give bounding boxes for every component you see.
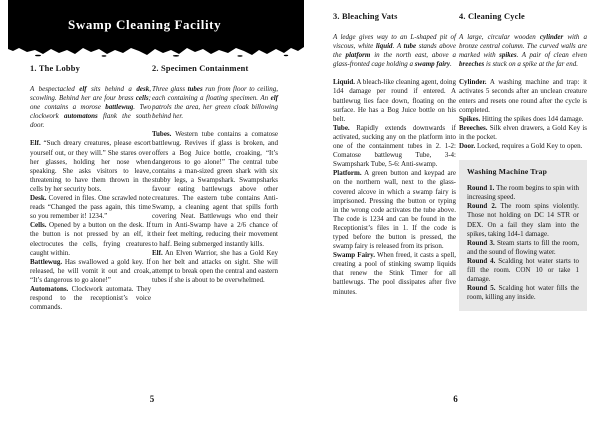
entry-paragraph bbox=[30, 221, 151, 257]
trap-round-paragraph bbox=[467, 239, 579, 257]
text-segment: Clockwork automata. They respond to the receptionist’s voice commands. bbox=[30, 284, 151, 312]
text-segment: Tubes. bbox=[152, 130, 172, 139]
entry-paragraph bbox=[30, 285, 151, 312]
text-segment: Western tube contains a comatose battlewug. Revives if glass is broken, and offers a Bog Juice bottle, croaking, “It’s dangerous to go alone!” The central tube contains a man-sized green shark with six stubby legs, a Swampshark. Swampsharks favour eating battlewugs above other creatures. The eastern tube contains Anti-Swamp, a cleaning agent that spills forth covering Neat. Battlewugs who end their turn in Anti-Swamp have a 2/6 chance of their feet melting, reducing their movement to half. Being submerged instantly kills. bbox=[152, 130, 278, 248]
read-aloud-paragraph bbox=[152, 85, 278, 121]
entry-paragraph bbox=[152, 249, 278, 285]
entry-paragraph bbox=[333, 169, 456, 251]
text-segment: A washing machine and trap: it activates 5 seconds after an unclean creature enters and resets one round after the cycle is completed. bbox=[459, 78, 587, 114]
text-segment: Locked, requires a Gold Key to open. bbox=[475, 142, 583, 151]
trap-box-title: Washing Machine Trap bbox=[467, 167, 548, 177]
torn-edge-decoration bbox=[8, 45, 304, 57]
column-bleaching-vats bbox=[333, 12, 456, 297]
text-segment: is stuck on a spike at the far end. bbox=[484, 60, 578, 69]
text-segment: Silk elven drawers, a Gold Key is in the pocket. bbox=[459, 123, 587, 141]
text-segment: . A bbox=[392, 42, 404, 51]
text-segment: tube bbox=[403, 42, 417, 51]
text-segment: Rapidly extends downwards if activated, sucking any on the platform into one of the containment tubes in 2. 1-2: Comatose battlewug Tube, 3-4: Swampshark Tube, 5-6: Anti-swamp. bbox=[333, 123, 456, 169]
text-segment: battlewug bbox=[105, 103, 134, 112]
text-segment: platform bbox=[345, 51, 371, 60]
text-segment: Three glass bbox=[152, 85, 188, 93]
text-segment: . A pair of clean elven bbox=[516, 51, 587, 60]
text-segment: Breeches. bbox=[459, 123, 488, 132]
text-segment: A ledge gives way to an L-shaped pit of viscous, white bbox=[333, 33, 456, 51]
entry-paragraph bbox=[333, 78, 456, 123]
entry-paragraph bbox=[459, 115, 587, 124]
trap-sidebar-box bbox=[459, 160, 587, 311]
text-segment: Elf. bbox=[30, 139, 41, 148]
text-segment: flank the south door. bbox=[30, 112, 152, 130]
text-segment: Scalding hot water starts to fill the room. CON 10 or take 1 damage. bbox=[467, 256, 579, 284]
text-segment: Round 4. bbox=[467, 256, 496, 265]
text-segment: . bbox=[450, 60, 452, 69]
entry-paragraph bbox=[333, 124, 456, 169]
text-segment: A bleach-like cleaning agent, doing 1d4 damage per round if entered. A battlewug lies face down, floating on the surface. He has a Bog Juice bottle on his belt. bbox=[333, 78, 456, 123]
text-segment: Desk. bbox=[30, 194, 47, 203]
page-number-left: 5 bbox=[149, 394, 155, 404]
text-segment: A bespectacled bbox=[30, 85, 80, 93]
trap-round-paragraph bbox=[467, 284, 579, 302]
text-segment: in the north east, above a glass-fronted cage holding a bbox=[333, 51, 456, 69]
text-segment: patrols the area, her green cloak billowing behind her. bbox=[152, 103, 278, 121]
entry-paragraph bbox=[30, 194, 151, 221]
read-aloud-paragraph bbox=[30, 85, 151, 130]
entry-paragraph bbox=[30, 139, 151, 194]
entry-paragraph bbox=[333, 251, 456, 296]
text-segment: automatons bbox=[63, 112, 98, 121]
entry-paragraph bbox=[459, 78, 587, 114]
text-segment: Platform. bbox=[333, 169, 362, 178]
trap-round-paragraph bbox=[467, 257, 579, 284]
column-the-lobby bbox=[30, 64, 151, 312]
section-heading: 4. Cleaning Cycle bbox=[459, 12, 525, 21]
text-segment: A green button and keypad are on the northern wall, next to the glass-covered alcove in which a swamp fairy is imprisoned. Pressing the button or typing in the wrong code activates the tube above. The code is 1234 and can be found in the Receptionist’s files in 1. If the code is typed before the button is pressed, the swamp fairy is released from its prison. bbox=[333, 169, 456, 251]
column-cleaning-cycle bbox=[459, 12, 587, 311]
text-segment: . Two clockwork bbox=[30, 103, 151, 121]
text-segment: liquid bbox=[375, 42, 393, 51]
page-number-right: 6 bbox=[453, 394, 458, 404]
text-segment: Automatons. bbox=[30, 284, 69, 293]
column-specimen-containment bbox=[152, 64, 278, 285]
text-segment: When freed, it casts a spell, creating a pool of stinking swamp liquids that renew the Stink Timer for all battlewugs. The pool dissipates after five minutes. bbox=[333, 251, 456, 296]
text-segment: cells bbox=[135, 94, 149, 103]
text-segment: with a bronze central column. The curved walls are marked with bbox=[459, 33, 588, 60]
text-segment: The room spins violently. Those not holding on DC 14 STR or DEX. On a fail they slam into the spikes, taking 1d4-1 damage. bbox=[467, 202, 580, 238]
text-segment: cylinder bbox=[539, 33, 564, 41]
text-segment: Battlewug. bbox=[30, 257, 63, 266]
text-segment: , scowling. Behind her are four brass bbox=[30, 85, 151, 103]
entry-paragraph bbox=[459, 124, 587, 142]
text-segment: An Elven Warrior, she has a Gold Key on her belt and attacks on sight. She will attempt to break open the central and eastern tubes if she is about to be overwhelmed. bbox=[152, 248, 278, 284]
text-segment: Round 5. bbox=[467, 284, 496, 293]
text-segment: A large, circular wooden bbox=[459, 33, 540, 41]
text-segment: Scalding hot water fills the room, killing any inside. bbox=[467, 284, 579, 302]
text-segment: ; one contains a morose bbox=[30, 94, 151, 112]
text-segment: “Such dreary creatures, please escort yourself out, or they will.” She stares over her glasses, holding her nose when speaking. She asks visitors to leave, threatening to have them thrown in the cells by her security bots. bbox=[30, 139, 151, 193]
text-segment: breeches bbox=[459, 60, 485, 69]
entry-paragraph bbox=[30, 258, 151, 285]
section-heading: 2. Specimen Containment bbox=[152, 64, 249, 73]
entry-paragraph bbox=[152, 130, 278, 248]
text-segment: Tube. bbox=[333, 123, 350, 132]
entry-paragraph bbox=[459, 142, 587, 151]
text-segment: Hitting the spikes does 1d4 damage. bbox=[480, 114, 584, 123]
text-segment: elf bbox=[79, 85, 87, 93]
text-segment: Steam starts to fill the room, and the sound of flowing water. bbox=[467, 238, 580, 256]
text-segment: stands above the bbox=[333, 42, 456, 60]
text-segment: swamp fairy bbox=[414, 60, 450, 69]
text-segment: The room begins to spin with increasing speed. bbox=[467, 184, 580, 202]
text-segment: desk bbox=[136, 85, 150, 93]
read-aloud-paragraph bbox=[333, 33, 456, 69]
title-banner bbox=[8, 0, 304, 45]
text-segment: Spikes. bbox=[459, 114, 481, 123]
text-segment: Round 3. bbox=[467, 238, 495, 247]
text-segment: Round 1. bbox=[467, 184, 495, 193]
text-segment: Opened by a button on the desk. If the button is not pressed by an elf, it electrocutes the cells, frying creatures caught within. bbox=[30, 221, 151, 257]
text-segment: Swamp Fairy. bbox=[333, 251, 375, 260]
text-segment: spikes bbox=[499, 51, 517, 60]
section-heading: 1. The Lobby bbox=[30, 64, 80, 73]
text-segment: sits behind a bbox=[86, 85, 137, 93]
text-segment: elf bbox=[270, 94, 278, 103]
read-aloud-paragraph bbox=[459, 33, 587, 69]
page-title: Swamp Cleaning Facility bbox=[68, 17, 222, 32]
trap-round-paragraph bbox=[467, 184, 579, 202]
trap-round-paragraph bbox=[467, 202, 579, 238]
text-segment: Door. bbox=[459, 142, 476, 151]
text-segment: Liquid. bbox=[333, 78, 355, 87]
text-segment: tubes bbox=[187, 85, 203, 93]
section-heading: 3. Bleaching Vats bbox=[333, 12, 398, 21]
text-segment: Elf. bbox=[152, 248, 163, 257]
text-segment: Covered in files. One scrawled note reads “Changed the pass again, this time so you remember it! 1234.” bbox=[30, 194, 151, 221]
text-segment: Has swallowed a gold key. If released, he will vomit it out and croak, “It’s dangerous to go alone!” bbox=[30, 257, 151, 284]
text-segment: run from floor to ceiling, each containing a floating specimen. An bbox=[152, 85, 279, 103]
text-segment: Cylinder. bbox=[459, 78, 487, 87]
text-segment: Round 2. bbox=[467, 202, 497, 211]
right-page bbox=[304, 0, 607, 430]
text-segment: Cells. bbox=[30, 221, 47, 230]
